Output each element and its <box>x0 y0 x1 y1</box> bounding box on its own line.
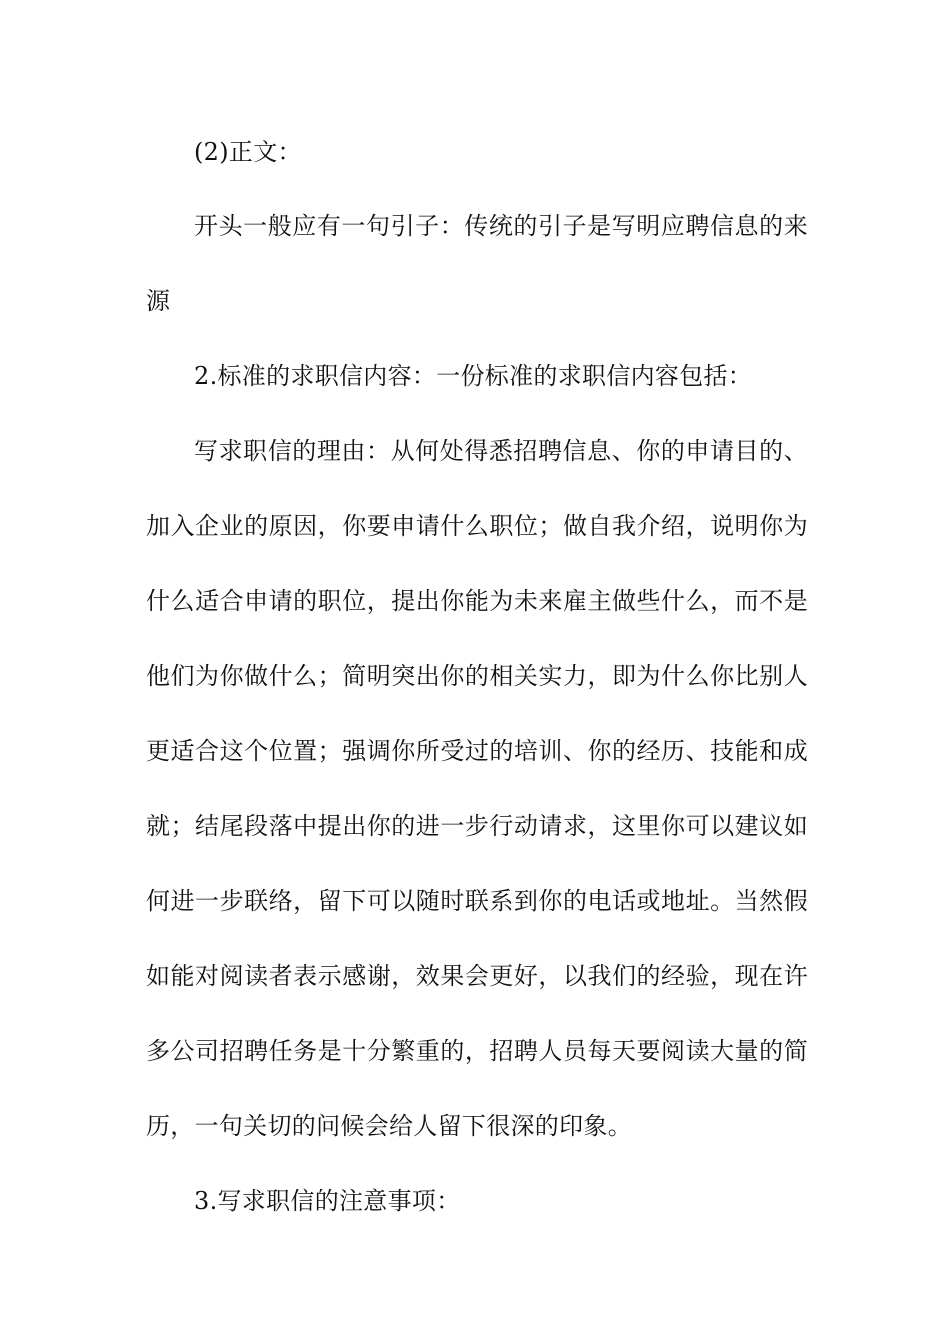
paragraph-notes-heading: 3.写求职信的注意事项： <box>194 1187 461 1215</box>
paragraph-body-heading: (2)正文： <box>194 138 302 166</box>
paragraph-standard-content-heading: 2.标准的求职信内容：一份标准的求职信内容包括： <box>194 362 753 390</box>
paragraph-standard-content-body: 写求职信的理由：从何处得悉招聘信息、你的申请目的、加入企业的原因，你要申请什么职位；做自我介绍，说明你为什么适合申请的职位，提出你能为未来雇主做些什么，而不是他们为你做什么；简明突出你的相关实力，即为什么你比别人更适合这个位置；强调你所受过的培训、你的经历、技能和成就；结尾段落中提出你的进一步行动请求，这里你可以建议如何进一步联络，留下可以随时联系到你的电话或地址。当然假如能对阅读者表示感谢，效果会更好，以我们的经验，现在许多公司招聘任务是十分繁重的，招聘人员每天要阅读大量的简历，一句关切的问候会给人留下很深的印象。 <box>146 437 808 1140</box>
paragraph-opening: 开头一般应有一句引子：传统的引子是写明应聘信息的来源 <box>146 212 808 315</box>
